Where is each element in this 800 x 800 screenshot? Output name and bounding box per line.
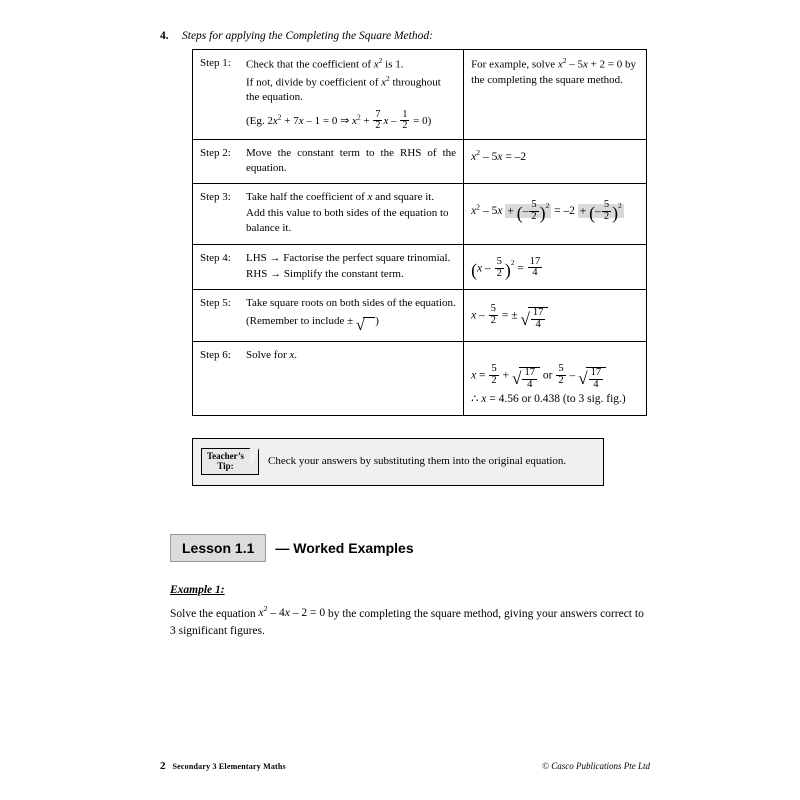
step-4-instructions [193, 244, 464, 290]
teacher-tip-tag-line2: Tip: [217, 461, 234, 472]
step-4-label: Step 4: [200, 251, 231, 264]
table-row [193, 290, 647, 342]
step-1-example: For example, solve $x^2 - 5x + 2 = 0$ by the completing the square method. [464, 50, 647, 140]
publisher-name: Casco Publications Pte Ltd [551, 761, 650, 771]
step-2-example: $x^2 - 5x = -2$ [464, 140, 647, 184]
step-1-body: Check that the coefficient of $x^2$ is 1. If not, divide by coefficient of $x^2$ throughout the equation. (Eg. $2x^2 + 7x - 1 = 0$ ⇒ $x^2$ + $\frac{7}{2}$ x – $\frac{1}{2}$ = 0) [246, 56, 441, 132]
teacher-tip-text: Check your answers by substituting them into the original equation. [268, 455, 567, 468]
example-text [170, 604, 650, 640]
step-2-body: Move the constant term to the RHS of the equation. [246, 147, 457, 175]
teacher-tip-box [192, 438, 604, 485]
table-row [193, 50, 647, 140]
step-4-body: LHS → Factorise the perfect square trinomial. RHS → Simplify the constant term. [246, 251, 451, 280]
section-heading [160, 30, 650, 42]
step-3-label: Step 3: [200, 191, 231, 204]
section-title: Steps for applying the Completing the Square Method: [182, 30, 433, 42]
step-6-label: Step 6: [200, 348, 231, 361]
step-6-body: Solve for x. [246, 348, 298, 361]
step-6-example: x = $\frac{5}{2}$ + √ $\frac{17}{4}$ or $\frac{5}{2}$ – √ $\frac{17}{4}$ ∴ x = 4.56 or 0.438 (to 3 sig. fig.) [464, 341, 647, 415]
example-heading: Example 1: [170, 583, 225, 596]
step-1-instructions [193, 50, 464, 140]
step-6-instructions [193, 341, 464, 415]
example-text-before: Solve the equation [170, 607, 256, 620]
teacher-tip-tag [201, 448, 259, 474]
example-equation: $x^2 - 4x - 2 = 0$ [258, 604, 326, 620]
example-text-after: by the completing the square method, giving your answers correct to 3 significant figures. [170, 607, 644, 637]
lesson-header [170, 534, 650, 562]
step-3-body: Take half the coefficient of x and square it. Add this value to both sides of the equation to balance it. [246, 191, 449, 234]
step-2-instructions [193, 140, 464, 184]
step-1-label: Step 1: [200, 57, 231, 69]
copyright-symbol: © [542, 761, 549, 771]
page-footer [160, 760, 650, 772]
step-5-example: x – $\frac{5}{2}$ = ± √ $\frac{17}{4}$ [464, 290, 647, 342]
step-4-example: (x – $\frac{5}{2}$ )$^2$ = $\frac{17}{4}$ [464, 244, 647, 290]
step-3-example: $x^2 - 5x$ + (– $\frac{5}{2}$ )$^2$ = –2 + (– $\frac{5}{2}$ )$^2$ [464, 184, 647, 245]
teacher-tip-tag-line1: Teacher’s [207, 451, 244, 462]
footer-copyright [542, 761, 650, 771]
table-row [193, 244, 647, 290]
steps-table [192, 49, 647, 416]
step-2-label: Step 2: [200, 147, 231, 160]
step-5-label: Step 5: [200, 297, 231, 310]
page-number: 2 [160, 760, 166, 772]
table-row [193, 184, 647, 245]
section-number: 4. [160, 30, 169, 42]
table-row [193, 140, 647, 184]
step-5-body: Take square roots on both sides of the equation. (Remember to include ± √ ) [246, 297, 456, 335]
step-5-instructions [193, 290, 464, 342]
page-content [160, 30, 650, 640]
footer-book-title: Secondary 3 Elementary Maths [172, 762, 286, 771]
lesson-title: — Worked Examples [275, 539, 414, 556]
table-row [193, 341, 647, 415]
lesson-badge: Lesson 1.1 [170, 534, 266, 562]
step-3-instructions [193, 184, 464, 245]
